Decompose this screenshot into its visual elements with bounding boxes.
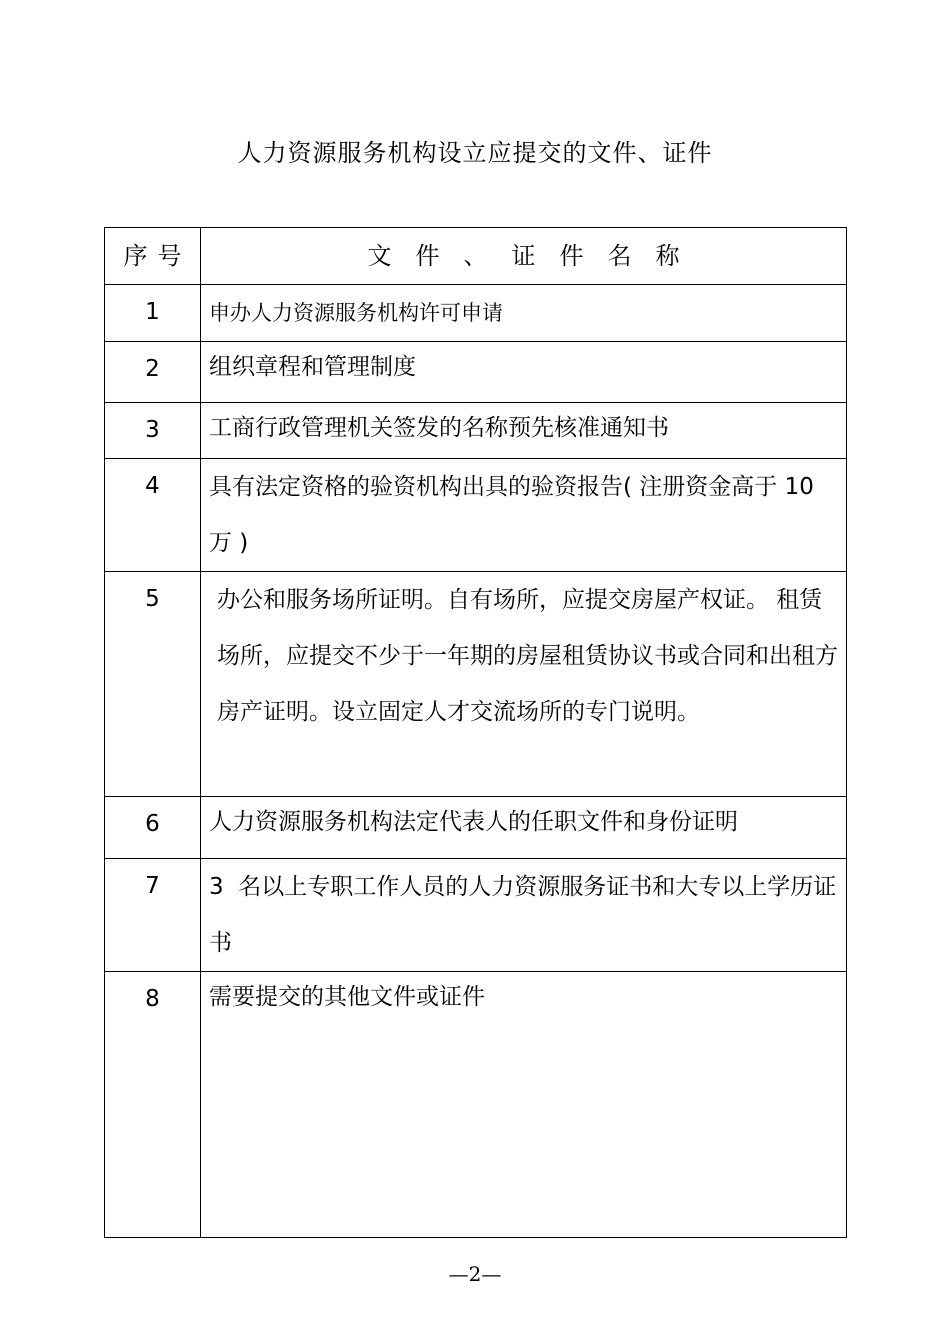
row-number: 8: [105, 972, 201, 1238]
row-number: 3: [105, 403, 201, 459]
row-name: 3 名以上专职工作人员的人力资源服务证书和大专以上学历证书: [201, 859, 847, 972]
row-number: 1: [105, 285, 201, 342]
documents-table: [104, 227, 847, 1238]
table-row: [105, 797, 847, 859]
header-number: 序号: [105, 228, 201, 285]
table-row: [105, 972, 847, 1238]
table-row: [105, 285, 847, 342]
row-name: 组织章程和管理制度: [201, 342, 847, 403]
table-row: [105, 459, 847, 572]
row-name: 办公和服务场所证明。自有场所，应提交房屋产权证。 租赁场所，应提交不少于一年期的房屋租赁协议书或合同和出租方房产证明。设立固定人才交流场所的专门说明。: [201, 572, 847, 797]
row-name: 工商行政管理机关签发的名称预先核准通知书: [201, 403, 847, 459]
table-header-row: [105, 228, 847, 285]
table-row: [105, 403, 847, 459]
row-number: 2: [105, 342, 201, 403]
row-name: 人力资源服务机构法定代表人的任职文件和身份证明: [201, 797, 847, 859]
row-number: 7: [105, 859, 201, 972]
row-name: 申办人力资源服务机构许可申请: [201, 285, 847, 342]
row-number: 4: [105, 459, 201, 572]
row-number: 5: [105, 572, 201, 797]
row-name: 具有法定资格的验资机构出具的验资报告( 注册资金高于 10 万 ): [201, 459, 847, 572]
header-name: 文件、证件名称: [201, 228, 847, 285]
row-name: 需要提交的其他文件或证件: [201, 972, 847, 1238]
table-row: [105, 859, 847, 972]
table-row: [105, 572, 847, 797]
row-number: 6: [105, 797, 201, 859]
document-title: 人力资源服务机构设立应提交的文件、证件: [237, 139, 713, 167]
table-row: [105, 342, 847, 403]
page-number: —2—: [448, 1262, 502, 1286]
